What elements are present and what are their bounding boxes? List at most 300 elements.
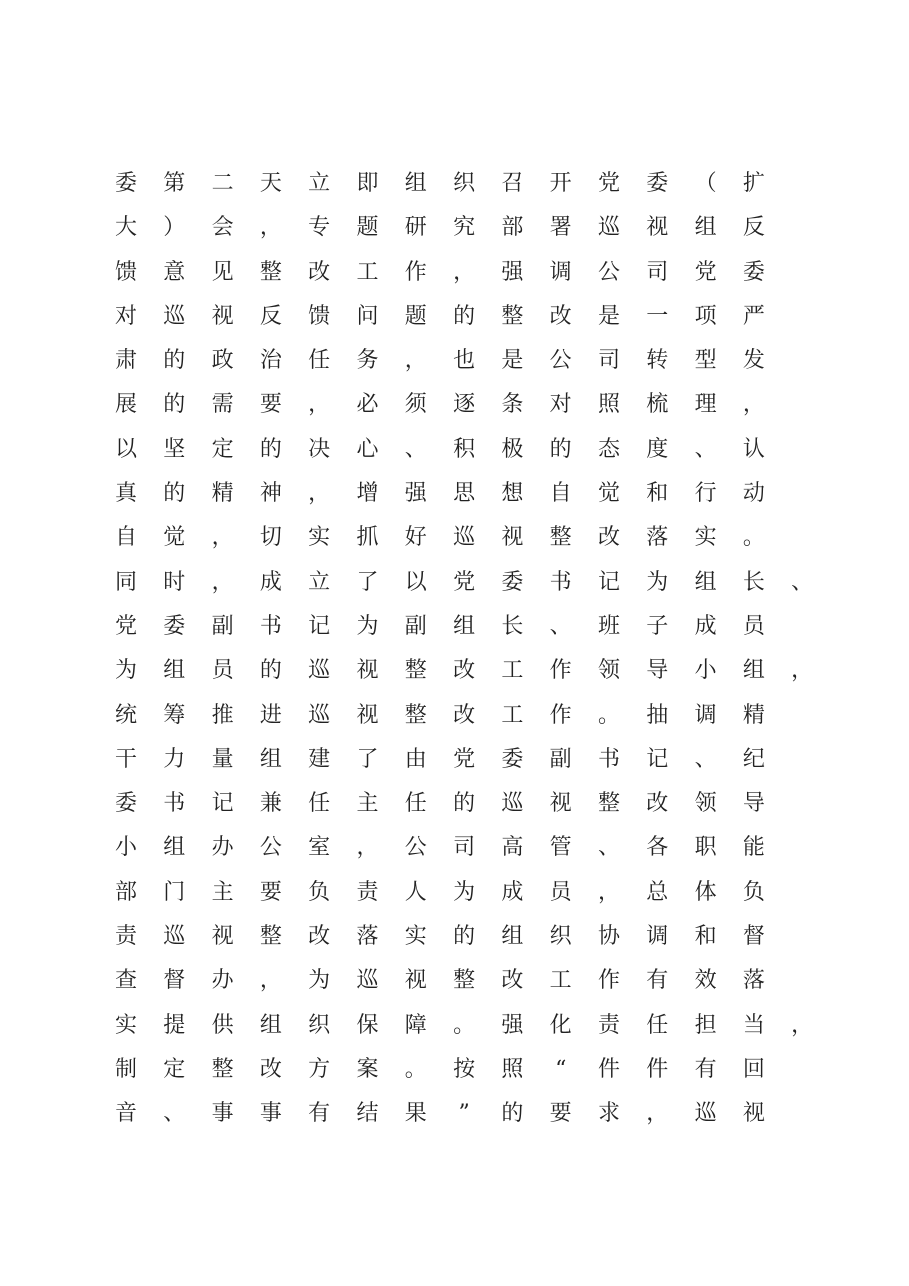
text-char: 的 [549, 436, 572, 462]
text-char: 神 [259, 481, 282, 507]
text-char: 的 [259, 658, 282, 684]
text-char: 改 [646, 791, 669, 817]
text-char: 实 [308, 525, 331, 551]
text-char: 委 [114, 171, 137, 196]
text-char: 组 [163, 658, 186, 684]
text-char: ， [356, 835, 379, 861]
text-char: 展 [114, 392, 137, 418]
text-char: 成 [694, 613, 717, 639]
text-char: 兼 [259, 791, 282, 817]
text-char: 当 [742, 1012, 765, 1038]
text-char: 为 [646, 569, 669, 595]
text-line [110, 251, 810, 295]
text-char: 二 [211, 171, 234, 196]
text-char: 结 [356, 1101, 379, 1127]
text-char: 组 [742, 658, 765, 684]
text-char: 增 [356, 481, 379, 507]
text-char: 整 [597, 791, 620, 817]
text-char: 委 [114, 791, 137, 817]
text-char: 领 [694, 791, 717, 817]
text-char: 、 [549, 613, 572, 639]
text-char: 导 [646, 658, 669, 684]
text-char: 作 [404, 259, 427, 285]
text-char: 强 [501, 259, 524, 285]
text-line [110, 1004, 814, 1048]
text-char: 查 [114, 968, 137, 994]
text-char: 主 [211, 879, 234, 905]
text-char: 班 [597, 613, 620, 639]
text-char: 委 [501, 746, 524, 772]
text-char: 事 [259, 1101, 282, 1127]
text-char: ， [211, 569, 234, 595]
text-char: 作 [597, 968, 620, 994]
text-char: 求 [597, 1101, 620, 1127]
text-char: 建 [308, 746, 331, 772]
text-char: 领 [597, 658, 620, 684]
text-char: 题 [404, 303, 427, 329]
text-char: 馈 [114, 259, 137, 285]
text-char: ， [791, 658, 814, 684]
text-char: 题 [356, 215, 379, 241]
text-char: 督 [163, 968, 186, 994]
text-char: 的 [453, 924, 476, 950]
text-char: 整 [259, 924, 282, 950]
text-char: 要 [259, 879, 282, 905]
text-char: 职 [694, 835, 717, 861]
text-char: 视 [646, 215, 669, 241]
text-char: 有 [694, 1056, 717, 1082]
text-line [110, 605, 810, 649]
text-char: 任 [308, 348, 331, 374]
text-char: 整 [211, 1056, 234, 1082]
text-char: 研 [404, 215, 427, 241]
text-char: 大 [114, 215, 137, 241]
text-char: 见 [211, 259, 234, 285]
text-char: 落 [646, 525, 669, 551]
text-char: 量 [211, 746, 234, 772]
text-char: 落 [742, 968, 765, 994]
text-char: 工 [549, 968, 572, 994]
text-char: 记 [597, 569, 620, 595]
text-char: 的 [501, 1101, 524, 1127]
text-char: ， [742, 392, 765, 418]
text-char: 是 [501, 348, 524, 374]
text-char: 改 [259, 1056, 282, 1082]
text-char: 极 [501, 436, 524, 462]
text-char: 想 [501, 481, 524, 507]
text-char: 长 [742, 569, 765, 595]
text-char: 治 [259, 348, 282, 374]
text-char: 各 [646, 835, 669, 861]
text-line [110, 738, 810, 782]
text-char: 立 [308, 569, 331, 595]
text-char: 织 [308, 1012, 331, 1038]
text-char: 一 [646, 303, 669, 329]
text-char: 员 [742, 613, 765, 639]
text-char: 严 [742, 303, 765, 329]
text-char: 党 [453, 746, 476, 772]
text-char: ， [453, 259, 476, 285]
text-char: 组 [694, 215, 717, 241]
text-line [110, 561, 814, 605]
text-char: 改 [597, 525, 620, 551]
text-char: 即 [356, 171, 379, 196]
text-char: 、 [791, 569, 814, 595]
text-char: 落 [356, 924, 379, 950]
text-char: 书 [259, 613, 282, 639]
text-char: 动 [742, 481, 765, 507]
text-char: 管 [549, 835, 572, 861]
text-char: 办 [211, 968, 234, 994]
text-char: 巡 [163, 303, 186, 329]
text-char: 组 [501, 924, 524, 950]
text-char: 为 [356, 613, 379, 639]
text-char: 视 [211, 924, 234, 950]
text-char: 。 [453, 1012, 476, 1038]
text-char: 意 [163, 259, 186, 285]
text-char: 体 [694, 879, 717, 905]
text-char: 提 [163, 1012, 186, 1038]
text-char: 认 [742, 436, 765, 462]
text-char: 、 [597, 835, 620, 861]
text-char: 会 [211, 215, 234, 241]
text-char: 、 [694, 436, 717, 462]
text-char: 按 [453, 1056, 476, 1082]
text-char: 组 [163, 835, 186, 861]
text-char: 改 [549, 303, 572, 329]
text-char: 导 [742, 791, 765, 817]
text-char: 的 [163, 348, 186, 374]
text-char: 为 [114, 658, 137, 684]
text-char: 召 [501, 171, 524, 196]
text-char: 统 [114, 702, 137, 728]
text-char: 员 [549, 879, 572, 905]
text-char: 党 [694, 259, 717, 285]
text-char: 司 [453, 835, 476, 861]
text-char: 强 [501, 1012, 524, 1038]
text-char: 反 [259, 303, 282, 329]
text-char: 、 [404, 436, 427, 462]
text-char: 觉 [597, 481, 620, 507]
text-char: 回 [742, 1056, 765, 1082]
text-char: 觉 [163, 525, 186, 551]
text-char: 巡 [308, 702, 331, 728]
text-char: 自 [549, 481, 572, 507]
text-char: 小 [114, 835, 137, 861]
text-char: 的 [163, 392, 186, 418]
text-char: 为 [308, 968, 331, 994]
text-char: 障 [404, 1012, 427, 1038]
text-char: 有 [308, 1101, 331, 1127]
text-char: 视 [549, 791, 572, 817]
text-line [110, 339, 810, 383]
text-char: ， [646, 1101, 669, 1127]
text-char: 门 [163, 879, 186, 905]
text-char: 扩 [742, 171, 765, 196]
text-char: 党 [114, 613, 137, 639]
text-char: 工 [501, 658, 524, 684]
text-char: 力 [163, 746, 186, 772]
text-char: 记 [646, 746, 669, 772]
text-char: 效 [694, 968, 717, 994]
text-char: 逐 [453, 392, 476, 418]
text-char: 副 [211, 613, 234, 639]
text-char: 也 [453, 348, 476, 374]
text-char: 工 [501, 702, 524, 728]
text-char: ， [791, 1012, 814, 1038]
text-char: 公 [259, 835, 282, 861]
text-char: 由 [404, 746, 427, 772]
text-char: 要 [549, 1101, 572, 1127]
text-line [110, 295, 810, 339]
text-char: 任 [308, 791, 331, 817]
text-char: 有 [646, 968, 669, 994]
text-char: 调 [694, 702, 717, 728]
text-char: 定 [163, 1056, 186, 1082]
text-char: 事 [211, 1101, 234, 1127]
text-char: 进 [259, 702, 282, 728]
text-line [110, 826, 810, 870]
text-char: ， [597, 879, 620, 905]
text-char: 部 [114, 879, 137, 905]
text-char: 推 [211, 702, 234, 728]
text-char: 好 [404, 525, 427, 551]
text-char: 和 [694, 924, 717, 950]
text-char: 照 [501, 1056, 524, 1082]
text-char: 问 [356, 303, 379, 329]
text-char: 时 [163, 569, 186, 595]
text-char: 任 [646, 1012, 669, 1038]
text-char: 对 [549, 392, 572, 418]
text-char: 须 [404, 392, 427, 418]
text-char: 视 [742, 1101, 765, 1127]
text-char: 实 [114, 1012, 137, 1038]
text-char: 第 [163, 171, 186, 196]
text-char: 整 [501, 303, 524, 329]
text-char: （ [694, 171, 717, 196]
text-char: 究 [453, 215, 476, 241]
text-char: 果 [404, 1101, 427, 1127]
text-char: 书 [163, 791, 186, 817]
text-char: 组 [453, 613, 476, 639]
text-char: 纪 [742, 746, 765, 772]
text-line [110, 1092, 810, 1136]
text-char: 抽 [646, 702, 669, 728]
text-char: 照 [597, 392, 620, 418]
text-line [110, 206, 810, 250]
text-char: 组 [259, 1012, 282, 1038]
text-char: 委 [163, 613, 186, 639]
text-char: 视 [404, 968, 427, 994]
text-char: 改 [308, 259, 331, 285]
text-char: 筹 [163, 702, 186, 728]
text-char: 的 [163, 481, 186, 507]
text-char: 必 [356, 392, 379, 418]
text-char: 音 [114, 1101, 137, 1127]
text-char: 理 [694, 392, 717, 418]
text-char: 化 [549, 1012, 572, 1038]
text-line [110, 959, 810, 1003]
text-char: 精 [742, 702, 765, 728]
text-char: 改 [308, 924, 331, 950]
text-char: 整 [549, 525, 572, 551]
text-char: 室 [308, 835, 331, 861]
text-char: 织 [453, 171, 476, 196]
text-char: 组 [259, 746, 282, 772]
text-char: 同 [114, 569, 137, 595]
text-char: 反 [742, 215, 765, 241]
text-char: 巡 [597, 215, 620, 241]
text-char: 的 [453, 791, 476, 817]
text-char: 型 [694, 348, 717, 374]
text-char: 立 [308, 171, 331, 196]
text-char: 记 [308, 613, 331, 639]
text-char: 实 [694, 525, 717, 551]
text-char: 总 [646, 879, 669, 905]
text-char: 作 [549, 702, 572, 728]
text-char: 责 [114, 924, 137, 950]
text-char: 责 [356, 879, 379, 905]
text-char: 和 [646, 481, 669, 507]
text-char: 。 [597, 702, 620, 728]
text-char: 长 [501, 613, 524, 639]
text-char: 以 [114, 436, 137, 462]
text-char: 条 [501, 392, 524, 418]
text-char: 小 [694, 658, 717, 684]
text-line [110, 516, 810, 560]
text-line [110, 915, 810, 959]
text-char: 负 [742, 879, 765, 905]
text-char: ） [163, 215, 186, 241]
text-line [110, 782, 810, 826]
text-char: 改 [453, 702, 476, 728]
text-char: “ [555, 1056, 567, 1082]
text-char: 发 [742, 348, 765, 374]
text-char: 实 [404, 924, 427, 950]
text-char: 政 [211, 348, 234, 374]
text-line [110, 694, 810, 738]
text-char: 整 [259, 259, 282, 285]
text-char: ， [259, 968, 282, 994]
text-char: 党 [597, 171, 620, 196]
text-char: 转 [646, 348, 669, 374]
text-char: 记 [211, 791, 234, 817]
text-char: 司 [646, 259, 669, 285]
body-text [110, 162, 814, 1137]
text-char: 件 [597, 1056, 620, 1082]
text-char: 委 [501, 569, 524, 595]
text-char: 保 [356, 1012, 379, 1038]
text-char: 视 [501, 525, 524, 551]
text-char: 整 [404, 702, 427, 728]
text-line [110, 871, 810, 915]
text-char: 副 [404, 613, 427, 639]
text-char: 坚 [163, 436, 186, 462]
text-char: 切 [259, 525, 282, 551]
text-char: 巡 [694, 1101, 717, 1127]
text-char: 巡 [453, 525, 476, 551]
text-char: 协 [597, 924, 620, 950]
text-char: 调 [549, 259, 572, 285]
text-char: 视 [356, 658, 379, 684]
text-char: 专 [308, 215, 331, 241]
text-char: 作 [549, 658, 572, 684]
text-char: 高 [501, 835, 524, 861]
text-char: 部 [501, 215, 524, 241]
text-char: 馈 [308, 303, 331, 329]
text-line [110, 1048, 810, 1092]
text-char: 人 [404, 879, 427, 905]
text-char: 件 [646, 1056, 669, 1082]
text-char: 积 [453, 436, 476, 462]
text-char: 梳 [646, 392, 669, 418]
text-line [110, 383, 810, 427]
text-char: 办 [211, 835, 234, 861]
text-char: 书 [597, 746, 620, 772]
text-char: 强 [404, 481, 427, 507]
text-char: 态 [597, 436, 620, 462]
text-char: 巡 [308, 658, 331, 684]
text-char: 巡 [501, 791, 524, 817]
text-char: 肃 [114, 348, 137, 374]
text-char: 、 [163, 1101, 186, 1127]
text-char: 委 [646, 171, 669, 196]
text-line [110, 472, 810, 516]
text-char: 行 [694, 481, 717, 507]
text-char: 改 [501, 968, 524, 994]
text-char: 了 [356, 569, 379, 595]
text-char: 制 [114, 1056, 137, 1082]
text-char: 度 [646, 436, 669, 462]
text-char: 干 [114, 746, 137, 772]
text-char: 视 [211, 303, 234, 329]
text-char: 。 [742, 525, 765, 551]
text-char: 责 [597, 1012, 620, 1038]
text-char: 视 [356, 702, 379, 728]
text-char: 定 [211, 436, 234, 462]
text-char: 为 [453, 879, 476, 905]
text-char: 以 [404, 569, 427, 595]
text-char: 了 [356, 746, 379, 772]
text-char: 天 [259, 171, 282, 196]
text-char: 案 [356, 1056, 379, 1082]
text-char: 心 [356, 436, 379, 462]
text-char: 改 [453, 658, 476, 684]
text-char: 是 [597, 303, 620, 329]
text-char: 负 [308, 879, 331, 905]
text-char: 巡 [356, 968, 379, 994]
text-char: 督 [742, 924, 765, 950]
text-char: 供 [211, 1012, 234, 1038]
text-char: 的 [259, 436, 282, 462]
text-char: 精 [211, 481, 234, 507]
text-char: 主 [356, 791, 379, 817]
text-char: 、 [694, 746, 717, 772]
text-char: 调 [646, 924, 669, 950]
text-char: 自 [114, 525, 137, 551]
text-char: ， [259, 215, 282, 241]
text-char: ， [211, 525, 234, 551]
text-char: ” [458, 1101, 470, 1127]
text-line [110, 162, 810, 206]
text-char: 公 [597, 259, 620, 285]
text-char: 抓 [356, 525, 379, 551]
text-char: 开 [549, 171, 572, 196]
text-line [110, 428, 810, 472]
text-char: 成 [259, 569, 282, 595]
text-char: 副 [549, 746, 572, 772]
text-char: 需 [211, 392, 234, 418]
